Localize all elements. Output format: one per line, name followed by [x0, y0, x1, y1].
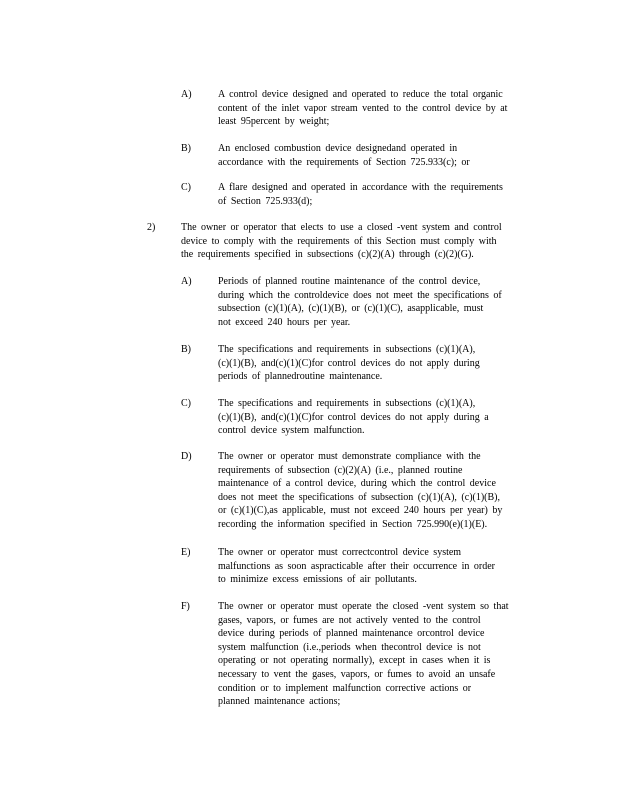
text-line: (c)(1)(B), and(c)(1)(C)for control devices do not apply during a [218, 411, 489, 423]
item-label: C) [181, 398, 191, 409]
text-line: requirements of subsection (c)(2)(A) (i.e., planned routine [218, 464, 463, 476]
text-line: the requirements specified in subsections (c)(2)(A) through (c)(2)(G). [181, 249, 474, 261]
text-line: malfunctions as soon aspracticable after their occurrence in order [218, 560, 495, 572]
text-line: An enclosed combustion device designedand operated in [218, 143, 458, 154]
item-text [218, 600, 543, 709]
item-text [218, 546, 543, 587]
item-text [218, 181, 543, 208]
paragraph-text [181, 221, 543, 262]
item-text [218, 142, 543, 169]
text-line: A flare designed and operated in accordance with the requirements [218, 182, 503, 193]
text-line: content of the inlet vapor stream vented to the control device by at [218, 102, 508, 114]
text-line: condition or to implement malfunction corrective actions or [218, 682, 472, 694]
text-line: operating or not operating normally), except in cases when it is [218, 655, 491, 667]
text-line: The owner or operator must demonstrate compliance with the [218, 451, 481, 462]
paragraph-label: 2) [147, 222, 156, 233]
text-line: planned maintenance actions; [218, 696, 341, 708]
item-label: B) [181, 143, 191, 154]
text-line: The owner or operator must correctcontrol device system [218, 547, 462, 558]
text-line: Periods of planned routine maintenance of the control device, [218, 276, 481, 287]
item-label: E) [181, 547, 191, 558]
text-line: maintenance of a control device, during which the control device [218, 478, 496, 490]
text-line: or (c)(1)(C),as applicable, must not exceed 240 hours per year) by [218, 505, 503, 517]
text-line: recording the information specified in Section 725.990(e)(1)(E). [218, 518, 488, 530]
item-text [218, 275, 543, 329]
item-text [218, 450, 543, 532]
text-line: The specifications and requirements in subsections (c)(1)(A), [218, 398, 476, 409]
text-line: subsection (c)(1)(A), (c)(1)(B), or (c)(1)(C), asapplicable, must [218, 303, 484, 315]
item-label: B) [181, 344, 191, 355]
text-line: The owner or operator must operate the closed -vent system so that [218, 601, 509, 612]
text-line: not exceed 240 hours per year. [218, 316, 351, 328]
text-line: of Section 725.933(d); [218, 195, 313, 207]
text-line: system malfunction (i.e.,periods when thecontrol device is not [218, 641, 481, 653]
text-line: does not meet the specifications of subsection (c)(1)(A), (c)(1)(B), [218, 491, 501, 503]
text-line: to minimize excess emissions of air pollutants. [218, 574, 417, 586]
item-label: C) [181, 182, 191, 193]
text-line: (c)(1)(B), and(c)(1)(C)for control devices do not apply during [218, 357, 480, 369]
text-line: A control device designed and operated to reduce the total organic [218, 89, 503, 100]
text-line: device to comply with the requirements of this Section must comply with [181, 235, 497, 247]
item-text [218, 88, 543, 129]
item-text [218, 343, 543, 384]
text-line: The specifications and requirements in subsections (c)(1)(A), [218, 344, 476, 355]
text-line: accordance with the requirements of Section 725.933(c); or [218, 156, 470, 168]
item-label: F) [181, 601, 190, 612]
item-label: D) [181, 451, 192, 462]
text-line: The owner or operator that elects to use a closed -vent system and control [181, 222, 502, 233]
text-line: during which the controldevice does not meet the specifications of [218, 289, 502, 301]
text-line: necessary to vent the gases, vapors, or fumes to avoid an unsafe [218, 668, 496, 680]
item-text [218, 397, 543, 438]
text-line: device during periods of planned maintenance orcontrol device [218, 628, 485, 640]
item-label: A) [181, 89, 192, 100]
item-label: A) [181, 276, 192, 287]
text-line: least 95percent by weight; [218, 116, 330, 128]
text-line: periods of plannedroutine maintenance. [218, 371, 383, 383]
text-line: gases, vapors, or fumes are not actively vented to the control [218, 614, 481, 626]
text-line: control device system malfunction. [218, 425, 365, 437]
